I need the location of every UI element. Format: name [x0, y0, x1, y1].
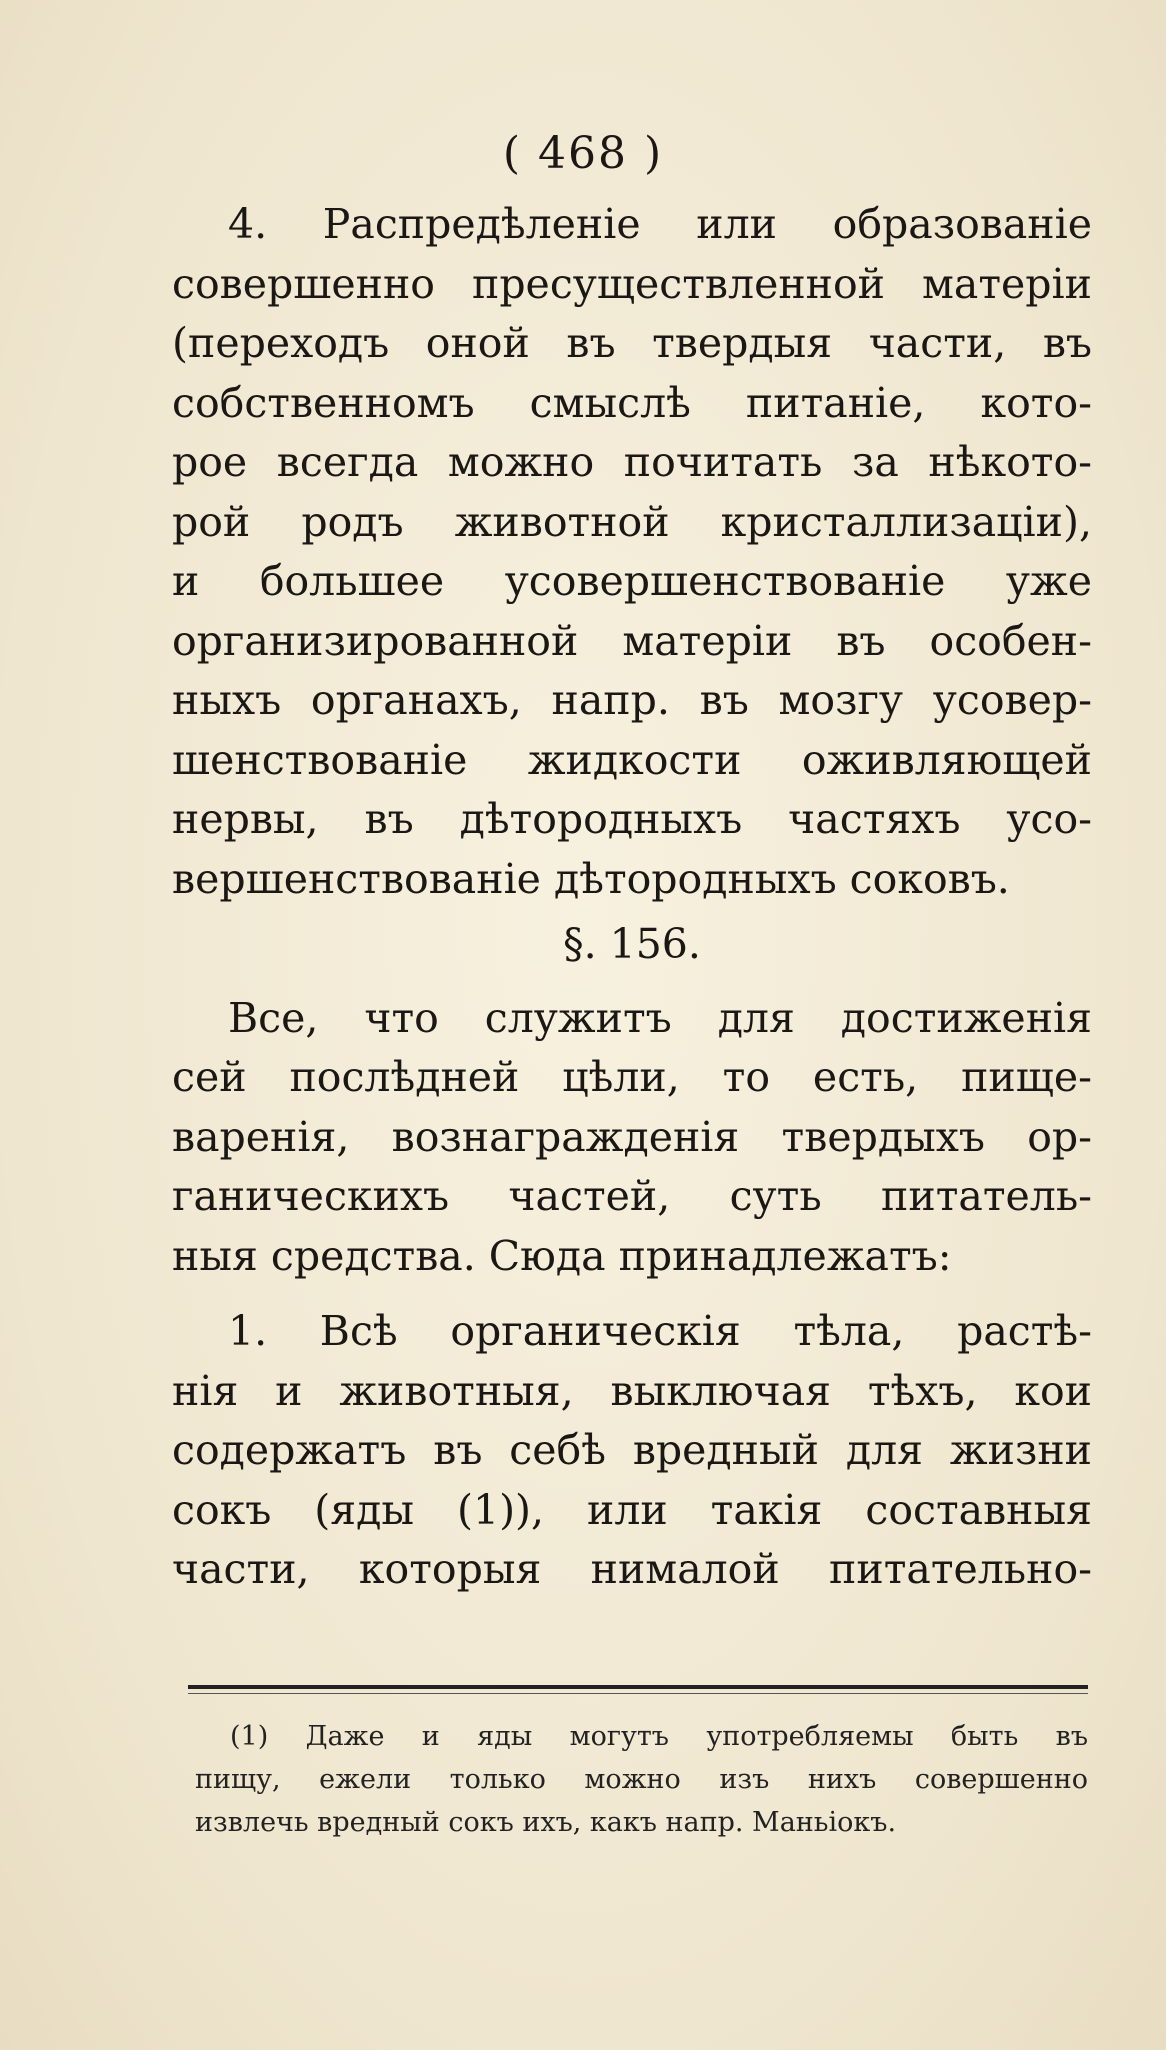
text-line: Все, что служитъ для достиженія	[228, 993, 1092, 1042]
text-line: собственномъ смыслѣ питаніе, кото-	[172, 378, 1092, 427]
footnote	[195, 1715, 1088, 1844]
footnote-line: извлечь вредный сокъ ихъ, какъ напр. Маньіокъ.	[195, 1807, 897, 1838]
paragraph-item-1	[172, 1302, 1092, 1600]
text-line: сей послѣдней цѣли, то есть, пище-	[172, 1053, 1092, 1101]
text-line: организированной матеріи въ особен-	[172, 616, 1092, 665]
text-line: сокъ (яды (1)), или такія составныя	[172, 1485, 1092, 1534]
text-line: и большее усовершенствованіе уже	[172, 557, 1092, 605]
text-line: 1. Всѣ органическія тѣла, растѣ-	[228, 1307, 1092, 1355]
text-line: совершенно пресуществленной матеріи	[172, 259, 1092, 308]
footnote-line: (1) Даже и яды могутъ употребляемы быть въ	[230, 1721, 1088, 1752]
text-line: рой родъ животной кристаллизаціи),	[172, 497, 1092, 546]
text-line: нервы, въ дѣтородныхъ частяхъ усо-	[172, 795, 1092, 843]
footnote-rule	[188, 1685, 1088, 1689]
footnote-rule-thin	[188, 1693, 1088, 1694]
text-line: рое всегда можно почитать за нѣкото-	[172, 438, 1092, 486]
main-text	[172, 195, 1092, 1600]
text-line: варенія, вознагражденія твердыхъ ор-	[172, 1112, 1092, 1161]
text-line: ганическихъ частей, суть питатель-	[172, 1172, 1092, 1220]
text-line: ныхъ органахъ, напр. въ мозгу усовер-	[172, 676, 1092, 724]
text-line: шенствованіе жидкости оживляющей	[172, 735, 1092, 784]
text-line: (переходъ оной въ твердыя части, въ	[172, 319, 1092, 367]
paragraph-nutrients	[172, 989, 1092, 1287]
text-line: части, которыя нималой питательно-	[172, 1545, 1092, 1593]
text-line: ныя средства. Сюда принадлежатъ:	[172, 1231, 952, 1280]
paragraph-distribution	[172, 195, 1092, 909]
text-line: нія и животныя, выключая тѣхъ, кои	[172, 1366, 1092, 1415]
section-heading: §. 156.	[563, 920, 701, 968]
text-line: содержатъ въ себѣ вредный для жизни	[172, 1426, 1092, 1474]
text-line: вершенствованіе дѣтородныхъ соковъ.	[172, 854, 1010, 903]
footnote-line: пищу, ежели только можно изъ нихъ совершенно	[195, 1764, 1088, 1795]
page-number: ( 468 )	[502, 128, 664, 179]
text-line: 4. Распредѣленіе или образованіе	[228, 200, 1092, 248]
